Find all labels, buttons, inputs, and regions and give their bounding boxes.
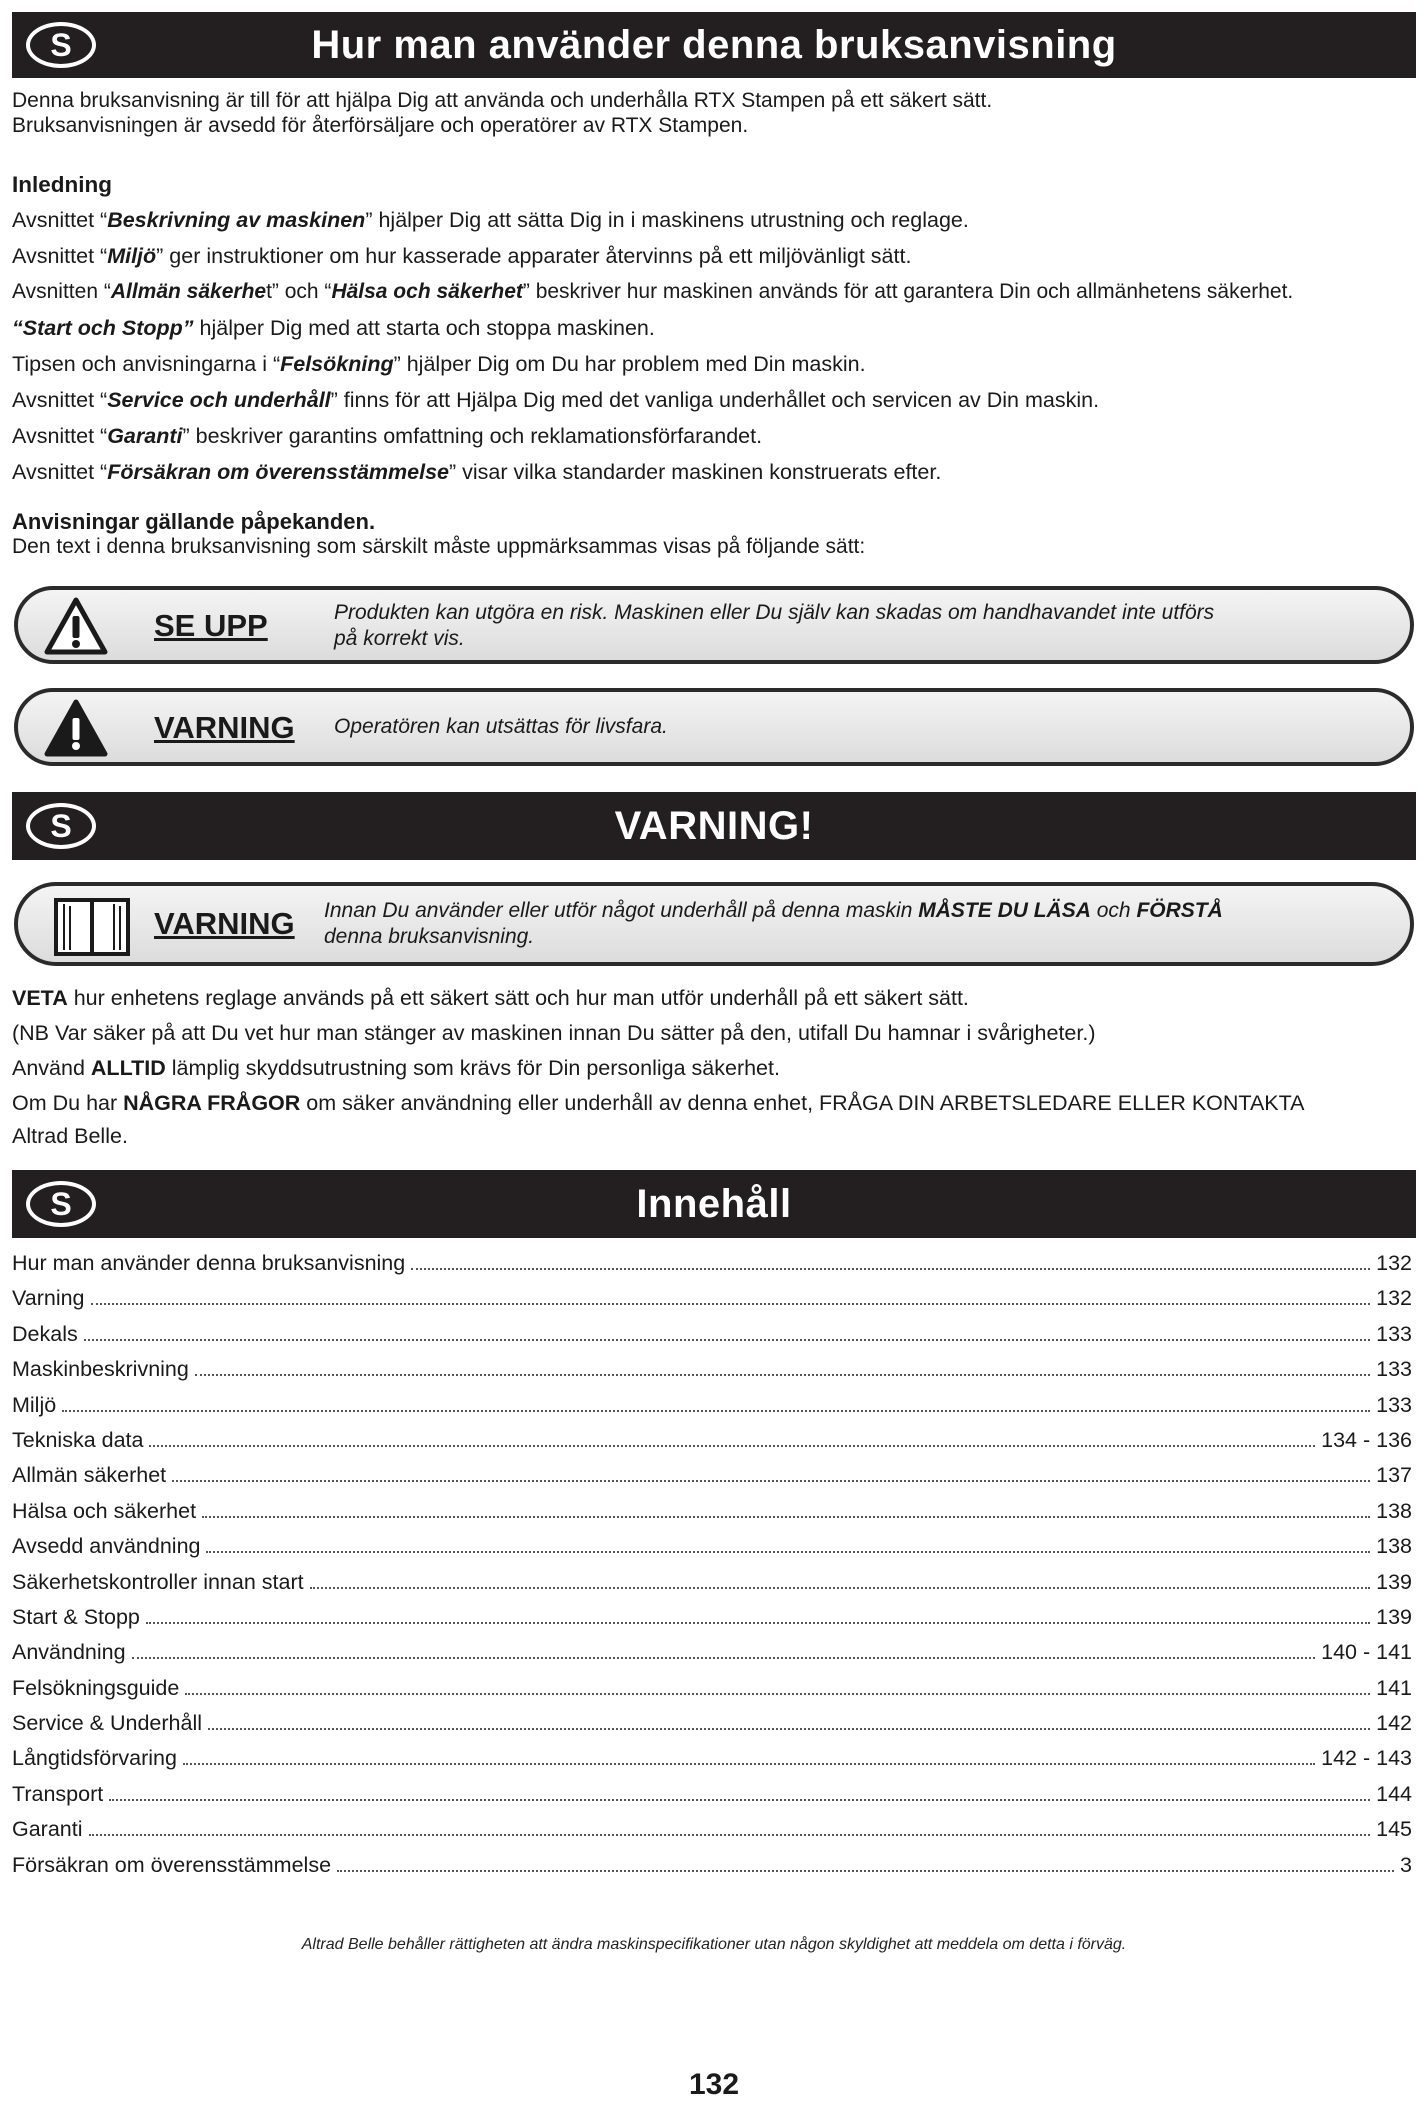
- safety-line: Altrad Belle.: [12, 1124, 128, 1148]
- inledning-line: [12, 202, 1416, 238]
- toc-entry-page: 139: [1376, 1604, 1412, 1629]
- emphasis: VETA: [12, 986, 68, 1010]
- toc-entry-page: 133: [1376, 1321, 1412, 1346]
- toc-entry-title: Försäkran om överensstämmelse: [12, 1852, 332, 1877]
- emphasis: NÅGRA FRÅGOR: [123, 1091, 301, 1115]
- toc-leader-dots: [146, 1622, 1370, 1624]
- toc-entry-title: Allmän säkerhet: [12, 1463, 167, 1488]
- section-ref: Hälsa och säkerhet: [331, 280, 523, 303]
- toc-entry[interactable]: [12, 1251, 1412, 1286]
- toc-entry-page: 140 - 141: [1321, 1640, 1412, 1665]
- toc-list: [12, 1251, 1412, 1888]
- toc-banner: [12, 1170, 1416, 1238]
- emphasis: MÅSTE DU LÄSA: [918, 899, 1091, 922]
- toc-entry-title: Transport: [12, 1781, 104, 1806]
- caution-notice: [14, 586, 1414, 664]
- toc-entry-title: Start & Stopp: [12, 1604, 140, 1629]
- intro-line: Bruksanvisningen är avsedd för återförsäljare och operatörer av RTX Stampen.: [12, 114, 749, 137]
- toc-entry-title: Miljö: [12, 1392, 57, 1417]
- text: Avsnittet “: [12, 424, 108, 448]
- toc-entry[interactable]: [12, 1605, 1412, 1640]
- toc-entry[interactable]: [12, 1393, 1412, 1428]
- intro-line: Denna bruksanvisning är till för att hjälpa Dig att använda och underhålla RTX Stampen på ett säkert sätt.: [12, 89, 993, 112]
- text: ” hjälper Dig att sätta Dig in i maskinens utrustning och reglage.: [365, 208, 969, 232]
- toc-entry-title: Felsökningsguide: [12, 1675, 180, 1700]
- toc-entry-page: 3: [1400, 1852, 1412, 1877]
- anvisningar-section: [12, 509, 1416, 559]
- inledning-line: [12, 418, 1416, 454]
- text: och: [1090, 899, 1137, 922]
- toc-entry[interactable]: [12, 1463, 1412, 1498]
- toc-entry-title: Varning: [12, 1286, 85, 1311]
- text: Innan Du använder eller utför något underhåll på denna maskin: [324, 899, 919, 922]
- safety-line: [12, 1051, 1416, 1086]
- language-badge: S: [26, 803, 96, 849]
- danger-message: Operatören kan utsättas för livsfara.: [334, 715, 668, 738]
- toc-entry[interactable]: [12, 1428, 1412, 1463]
- section-ref: Miljö: [107, 244, 157, 268]
- text: lämplig skyddsutrustning som krävs för Din personliga säkerhet.: [165, 1056, 780, 1080]
- section-ref: Allmän säkerhe: [110, 280, 267, 303]
- emphasis: FÖRSTÅ: [1136, 899, 1223, 922]
- toc-entry-title: Dekals: [12, 1321, 78, 1346]
- toc-entry-page: 134 - 136: [1321, 1427, 1412, 1452]
- inledning-section: [12, 168, 1416, 490]
- text: ” visar vilka standarder maskinen konstruerats efter.: [448, 460, 942, 484]
- inledning-line: [12, 274, 1416, 310]
- text: om säker användning eller underhåll av denna enhet, FRÅGA DIN ARBETSLEDARE ELLER KONTAKTA: [300, 1091, 1305, 1115]
- read-manual-notice: [14, 882, 1414, 966]
- text: Tipsen och anvisningarna i “: [12, 352, 281, 376]
- toc-entry-page: 132: [1376, 1251, 1412, 1275]
- caution-label: SE UPP: [154, 608, 268, 643]
- safety-line: (NB Var säker på att Du vet hur man stänger av maskinen innan Du sätter på den, utifall Du hamnar i svårigheter.): [12, 1021, 1096, 1045]
- text: ” ger instruktioner om hur kasserade apparater återvinns på ett miljövänligt sätt.: [156, 244, 912, 268]
- toc-entry[interactable]: [12, 1322, 1412, 1357]
- toc-entry-title: Service & Underhåll: [12, 1711, 203, 1736]
- anvisningar-heading: Anvisningar gällande påpekanden.: [12, 509, 376, 534]
- text: hur enhetens reglage används på ett säkert sätt och hur man utför underhåll på ett säkert sätt.: [67, 986, 969, 1010]
- inledning-line: [12, 382, 1416, 418]
- toc-leader-dots: [183, 1763, 1315, 1765]
- caution-message-line: på korrekt vis.: [334, 627, 465, 650]
- toc-entry-page: 132: [1376, 1286, 1412, 1311]
- text: ” beskriver hur maskinen används för att garantera Din och allmänhetens säkerhet.: [522, 280, 1294, 303]
- toc-leader-dots: [84, 1339, 1370, 1341]
- safety-paragraphs: [12, 981, 1416, 1151]
- toc-entry[interactable]: [12, 1711, 1412, 1746]
- toc-entry-page: 141: [1376, 1675, 1412, 1700]
- footer-disclaimer: Altrad Belle behåller rättigheten att ändra maskinspecifikationer utan någon skyldighet att meddela om detta i förväg.: [301, 1936, 1127, 1953]
- inledning-line: [12, 238, 1416, 274]
- toc-entry-title: Långtidsförvaring: [12, 1746, 177, 1771]
- text: Avsnittet “: [12, 460, 108, 484]
- toc-leader-dots: [91, 1303, 1371, 1305]
- toc-entry[interactable]: [12, 1534, 1412, 1569]
- toc-entry-page: 139: [1376, 1569, 1412, 1594]
- section-ref: Service och underhåll: [107, 388, 331, 412]
- danger-notice: [14, 688, 1414, 766]
- text: ” finns för att Hjälpa Dig med det vanliga underhållet och servicen av Din maskin.: [330, 388, 1100, 412]
- toc-title: Innehåll: [636, 1181, 792, 1226]
- toc-leader-dots: [149, 1445, 1315, 1447]
- page-number: 132: [688, 2068, 740, 2101]
- varning-banner: [12, 792, 1416, 860]
- read-manual-message: [324, 898, 1330, 950]
- toc-entry[interactable]: [12, 1357, 1412, 1392]
- text: Avsnitten “: [12, 280, 111, 303]
- text: Avsnittet “: [12, 208, 108, 232]
- inledning-line: [12, 310, 1416, 346]
- toc-entry-page: 137: [1376, 1463, 1412, 1488]
- section-ref: Garanti: [107, 424, 183, 448]
- header-banner: [12, 12, 1416, 78]
- toc-entry[interactable]: [12, 1570, 1412, 1605]
- safety-line: [12, 981, 1416, 1016]
- toc-entry-title: Maskinbeskrivning: [12, 1357, 189, 1382]
- text: Om Du har: [12, 1091, 124, 1115]
- text: hjälper Dig med att starta och stoppa maskinen.: [193, 316, 655, 340]
- toc-leader-dots: [206, 1551, 1370, 1553]
- text: ” hjälper Dig om Du har problem med Din maskin.: [393, 352, 866, 376]
- read-manual-line: [324, 898, 1330, 924]
- emphasis: ALLTID: [90, 1056, 166, 1080]
- toc-leader-dots: [172, 1480, 1370, 1482]
- toc-entry-page: 142 - 143: [1321, 1746, 1412, 1771]
- toc-entry-title: Tekniska data: [12, 1427, 144, 1452]
- toc-entry-page: 142: [1376, 1711, 1412, 1736]
- toc-leader-dots: [109, 1799, 1370, 1801]
- toc-entry-title: Hur man använder denna bruksanvisning: [12, 1251, 406, 1275]
- warning-outline-icon: [44, 596, 108, 656]
- toc-entry[interactable]: [12, 1286, 1412, 1321]
- varning-title: VARNING!: [614, 803, 814, 848]
- anvisningar-text: Den text i denna bruksanvisning som särskilt måste uppmärksammas visas på följande sätt:: [12, 535, 866, 558]
- language-badge: S: [26, 22, 96, 68]
- toc-entry-title: Användning: [12, 1640, 126, 1665]
- toc-leader-dots: [195, 1374, 1370, 1376]
- toc-entry[interactable]: [12, 1817, 1412, 1852]
- inledning-line: [12, 454, 1416, 490]
- toc-leader-dots: [411, 1268, 1370, 1270]
- section-ref: Försäkran om överensstämmelse: [107, 460, 449, 484]
- toc-entry-title: Garanti: [12, 1817, 83, 1842]
- toc-entry-page: 138: [1376, 1534, 1412, 1559]
- intro: [12, 88, 1416, 138]
- toc-entry-page: 144: [1376, 1781, 1412, 1806]
- toc-leader-dots: [202, 1516, 1370, 1518]
- safety-line: [12, 1086, 1416, 1121]
- toc-entry[interactable]: [12, 1746, 1412, 1781]
- inledning-heading: Inledning: [12, 172, 112, 197]
- toc-leader-dots: [310, 1587, 1371, 1589]
- toc-entry[interactable]: [12, 1499, 1412, 1534]
- toc-entry[interactable]: [12, 1640, 1412, 1675]
- section-ref: “Start och Stopp”: [12, 316, 194, 340]
- toc-entry-page: 145: [1376, 1817, 1412, 1842]
- toc-entry[interactable]: [12, 1853, 1412, 1888]
- toc-leader-dots: [185, 1693, 1370, 1695]
- section-ref: Beskrivning av maskinen: [107, 208, 366, 232]
- read-manual-line: denna bruksanvisning.: [324, 925, 535, 948]
- toc-entry[interactable]: [12, 1676, 1412, 1711]
- text: ” beskriver garantins omfattning och reklamationsförfarandet.: [182, 424, 763, 448]
- danger-label: VARNING: [154, 710, 295, 745]
- toc-entry-title: Avsedd användning: [12, 1534, 201, 1559]
- caution-message-line: Produkten kan utgöra en risk. Maskinen eller Du själv kan skadas om handhavandet inte utförs: [334, 601, 1215, 624]
- text: Avsnittet “: [12, 244, 108, 268]
- toc-leader-dots: [208, 1728, 1370, 1730]
- toc-leader-dots: [132, 1657, 1316, 1659]
- text: t” och “: [266, 280, 332, 303]
- toc-entry-page: 138: [1376, 1498, 1412, 1523]
- toc-entry-title: Hälsa och säkerhet: [12, 1498, 197, 1523]
- toc-leader-dots: [337, 1870, 1394, 1872]
- page-title: Hur man använder denna bruksanvisning: [311, 22, 1117, 67]
- caution-message: [334, 600, 1330, 652]
- toc-entry-page: 133: [1376, 1392, 1412, 1417]
- toc-entry-title: Säkerhetskontroller innan start: [12, 1569, 304, 1594]
- toc-leader-dots: [89, 1834, 1371, 1836]
- inledning-line: [12, 346, 1416, 382]
- read-manual-label: VARNING: [154, 906, 295, 941]
- toc-leader-dots: [62, 1410, 1370, 1412]
- toc-entry-page: 133: [1376, 1357, 1412, 1382]
- warning-filled-icon: [44, 698, 108, 758]
- open-book-icon: [52, 894, 132, 958]
- language-badge: S: [26, 1181, 96, 1227]
- toc-entry[interactable]: [12, 1782, 1412, 1817]
- section-ref: Felsökning: [280, 352, 394, 376]
- text: Använd: [12, 1056, 91, 1080]
- text: Avsnittet “: [12, 388, 108, 412]
